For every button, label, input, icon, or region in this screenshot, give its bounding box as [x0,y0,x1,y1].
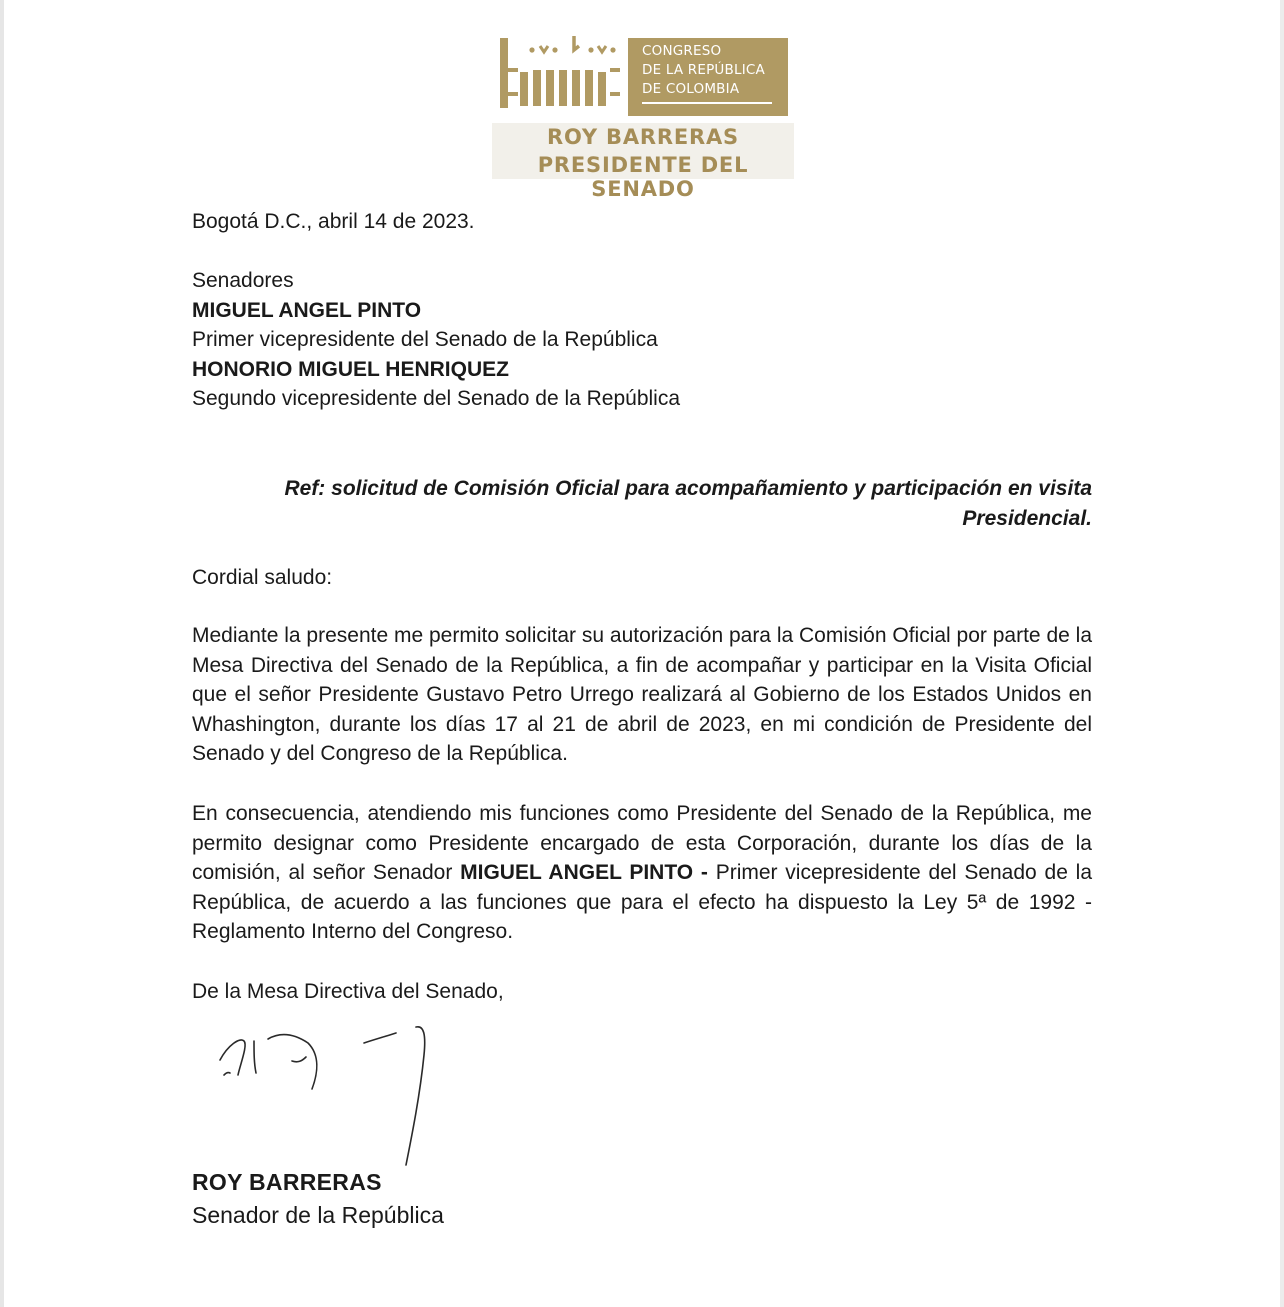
letterhead-name-plate [492,123,794,201]
letterhead-name: ROY BARRERAS [547,125,739,149]
letter-date: Bogotá D.C., abril 14 de 2023. [192,210,475,233]
paragraph2-part1: En consecuencia, atendiendo mis funciones como Presidente del Senado de la República, me permito designar como Presidente encargado de esta Corporación, durante los días de la comisión, al señor Senador [192,802,1092,884]
greeting: Cordial saludo: [192,566,333,589]
signer-name: ROY BARRERAS [192,1169,382,1195]
reference-line [192,474,1092,533]
recipient-first-role: Primer vicepresidente del Senado de la República [192,328,658,351]
logo-text-line2: DE LA REPÚBLICA [642,62,765,78]
logo-text-line1: CONGRESO [642,43,722,59]
recipients-heading: Senadores [192,269,294,292]
recipient-first-name: MIGUEL ANGEL PINTO [192,298,422,322]
recipient-second-role: Segundo vicepresidente del Senado de la República [192,387,681,410]
handwritten-signature [210,1015,450,1170]
page-edge-left [0,0,4,1307]
reference-line2: Presidencial. [962,506,1092,530]
recipient-second-name: HONORIO MIGUEL HENRIQUEZ [192,357,509,381]
congress-logo-box [628,38,788,116]
body-paragraph-1: Mediante la presente me permito solicitar su autorización para la Comisión Oficial por parte de la Mesa Directiva del Senado de la República, a fin de acompañar y participar en la Visita Oficial que el señor Presidente Gustavo Petro Urrego realizará al Gobierno de los Estados Unidos en Whashington, durante los días 17 al 21 de abril de 2023, en mi condición de Presidente del Senado y del Congreso de la República. [192,624,1092,765]
paragraph2-bold-name: MIGUEL ANGEL PINTO - [460,861,708,884]
logo-underline [642,102,772,104]
reference-line1: Ref: solicitud de Comisión Oficial para acompañamiento y participación en visita [284,477,1092,500]
page-edge-right [1280,0,1284,1307]
body-paragraph-2 [192,799,1092,947]
letterhead [490,30,794,201]
signer-role: Senador de la República [192,1202,444,1228]
paragraph2-part2: Primer vicepresidente del Senado de la República, de acuerdo a las funciones que para el efecto ha dispuesto la Ley 5ª de 1992 - Reglamento Interno del Congreso. [192,861,1092,943]
recipients-block [192,266,680,414]
letterhead-title: PRESIDENTE DEL SENADO [537,153,749,201]
logo-text-line3: DE COLOMBIA [642,81,740,97]
closing-line: De la Mesa Directiva del Senado, [192,980,504,1003]
